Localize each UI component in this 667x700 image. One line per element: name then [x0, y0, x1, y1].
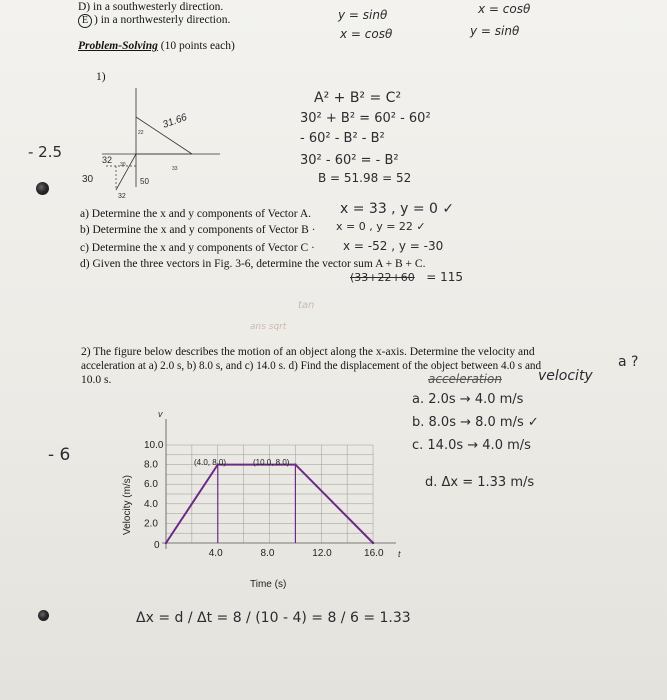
question-1d: d) Given the three vectors in Fig. 3-6, determine the vector sum A + B + C.: [80, 258, 426, 270]
question-1b: b) Determine the x and y components of Vector B ·: [80, 224, 316, 236]
chart-y-label: Velocity (m/s): [122, 474, 133, 535]
section-title: Problem-Solving: [78, 40, 158, 52]
diagram-vec-c: [116, 154, 136, 190]
chart-y-letter: v: [158, 409, 163, 419]
hand-x-cos-2: x = cosθ: [478, 2, 531, 16]
diagram-label-22: 22: [138, 130, 144, 136]
answer-1d-result: = 115: [426, 270, 463, 284]
answer-1c: x = -52 , y = -30: [343, 239, 444, 253]
hand-header: velocity: [538, 368, 593, 384]
data-point: [165, 542, 167, 544]
diagram-label-32b: 32: [118, 193, 126, 200]
hand-answer-b: b. 8.0s → 8.0 m/s ✓: [412, 415, 539, 430]
answer-1a: x = 33 , y = 0 ✓: [340, 201, 455, 217]
hand-y-sin-2: y = sinθ: [470, 24, 520, 38]
work-line-3: - 60² - B² - B²: [300, 131, 385, 146]
bleed-through-2: ans sqrt: [250, 322, 287, 332]
data-point: [294, 463, 296, 465]
answer-1d-strike: (33+22+60: [350, 271, 415, 284]
work-line-4: 30² - 60² = - B²: [300, 153, 399, 168]
hand-y-sin: y = sinθ: [338, 8, 388, 22]
hand-answer-a: a. 2.0s → 4.0 m/s: [412, 392, 524, 407]
diagram-label-33: 33: [172, 166, 178, 172]
hand-answer-d: d. Δx = 1.33 m/s: [425, 475, 535, 490]
chart-x-label: Time (s): [250, 579, 287, 590]
chart-t-letter: t: [398, 549, 401, 559]
option-e-text: ) in a northwesterly direction.: [94, 14, 231, 26]
option-d: D) in a southwesterly direction.: [78, 1, 224, 13]
work-line-1: A² + B² = C²: [314, 90, 402, 106]
hand-answer-c: c. 14.0s → 4.0 m/s: [412, 438, 531, 453]
hand-header-strike: acceleration: [428, 372, 502, 386]
y-tick-label: 6.0: [144, 479, 158, 491]
chart-annotation-1: (4.0, 8.0): [194, 458, 227, 467]
work-line-2: 30² + B² = 60² - 60²: [300, 111, 431, 126]
y-tick-label: 8.0: [144, 459, 158, 471]
diagram-label-30: 30: [120, 162, 126, 168]
problem-1-score: - 2.5: [28, 143, 63, 161]
problem-2-score: - 6: [48, 445, 71, 465]
x-tick-label: 16.0: [364, 548, 384, 559]
problem-1-number: 1): [96, 71, 106, 83]
velocity-time-chart: [110, 405, 410, 595]
data-point: [372, 542, 374, 544]
option-e: [78, 14, 230, 28]
x-tick-label: 8.0: [260, 548, 275, 559]
diagram-label-50: 50: [140, 177, 149, 186]
chart-annotation-2: (10.0, 8.0): [253, 458, 290, 467]
x-tick-label: 4.0: [208, 548, 223, 559]
question-1c: c) Determine the x and y components of Vector C ·: [80, 242, 315, 254]
x-tick-label: 12.0: [312, 548, 332, 559]
work-line-5: B = 51.98 = 52: [318, 171, 412, 185]
vector-diagram: [80, 82, 230, 202]
binder-hole-top: [36, 182, 49, 195]
problem-2-text-1: 2) The figure below describes the motion of an object along the x-axis. Determine the velocity and: [81, 346, 535, 358]
section-heading: [78, 40, 235, 52]
answer-1d: [350, 270, 463, 284]
bottom-work: Δx = d / Δt = 8 / (10 - 4) = 8 / 6 = 1.33: [136, 610, 411, 626]
hand-a-question: a ?: [618, 354, 639, 370]
y-tick-label: 10.0: [144, 440, 164, 451]
binder-hole-bottom: [38, 610, 49, 621]
answer-1b: x = 0 , y = 22 ✓: [336, 220, 426, 233]
hand-x-cos: x = cosθ: [340, 27, 393, 41]
problem-2-text-2: acceleration at a) 2.0 s, b) 8.0 s, and c) 14.0 s. d) Find the displacement of the object between 4.0 s and: [81, 360, 542, 372]
diagram-label-30b: 30: [82, 174, 94, 185]
section-points: (10 points each): [160, 40, 235, 52]
y-tick-label: 4.0: [144, 498, 158, 510]
question-1a: a) Determine the x and y components of Vector A.: [80, 208, 311, 220]
chart-origin: 0: [154, 540, 160, 551]
y-tick-label: 2.0: [144, 518, 158, 530]
diagram-label-32a: 32: [102, 155, 113, 165]
option-e-letter: E: [78, 14, 92, 28]
bleed-through-1: tan: [298, 300, 315, 311]
diagram-label-hyp: 31.66: [161, 111, 189, 131]
problem-2-text-3: 10.0 s.: [81, 374, 112, 386]
